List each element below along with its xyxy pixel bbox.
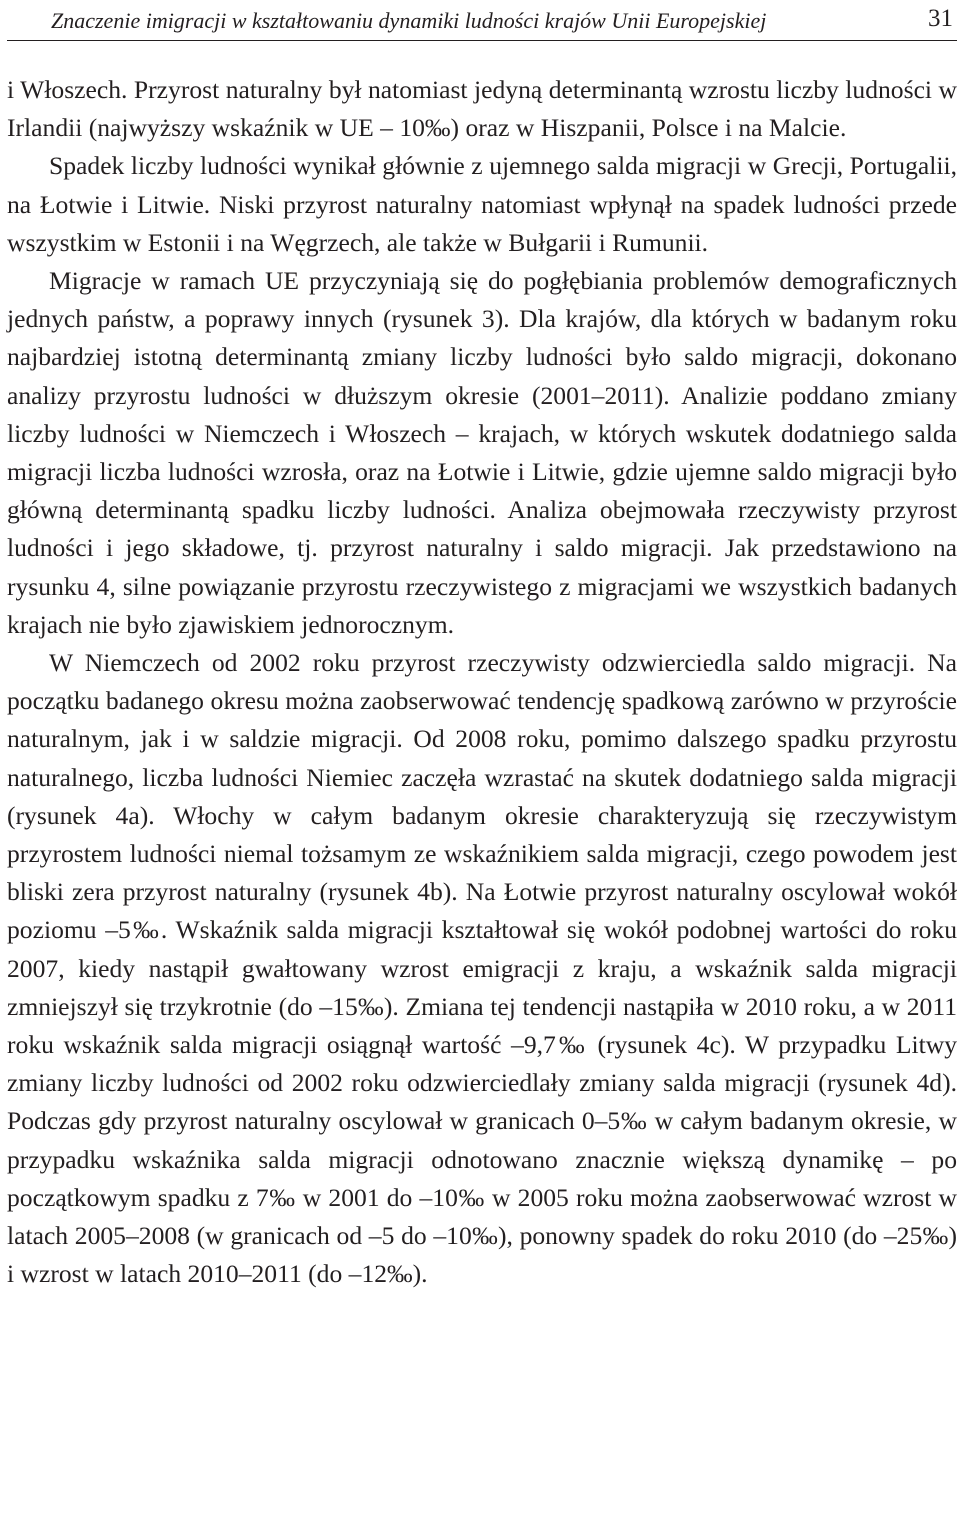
page-number: 31 (928, 5, 953, 32)
running-header (7, 0, 957, 41)
paragraph-migration-decline: Spadek liczby ludności wynikał głównie z ujemnego salda migracji w Grecji, Portugalii, na Łotwie i Litwie. Niski przyrost naturalny natomiast wpłynął na spadek ludności przede wszystkim w Estonii i na Węgrzech, ale także w Bułgarii i Rumunii. (7, 151, 957, 257)
body-text (7, 71, 957, 1294)
paragraph-country-analysis: W Niemczech od 2002 roku przyrost rzeczywisty odzwierciedla saldo migracji. Na początku badanego okresu można zaobserwować tendencję spadkową zarówno w przyroście naturalnym, jak i w saldzie migracji. Od 2008 roku, pomimo dalszego spadku przyrostu naturalnego, liczba ludności Niemiec zaczęła wzrastać na skutek dodatniego salda migracji (rysunek 4a). Włochy w całym badanym okresie charakteryzują się rzeczywistym przyrostem ludności niemal tożsamym ze wskaźnikiem salda migracji, czego powodem jest bliski zera przyrost naturalny (rysunek 4b). Na Łotwie przyrost naturalny oscylował wokół poziomu –5‰. Wskaźnik salda migracji kształtował się wokół podobnej wartości do roku 2007, kiedy nastąpił gwałtowany wzrost emigracji z kraju, a wskaźnik salda migracji zmniejszył się trzykrotnie (do –15‰). Zmiana tej tendencji nastąpiła w 2010 roku, a w 2011 roku wskaźnik salda migracji osiągnął wartość –9,7‰ (rysunek 4c). W przypadku Litwy zmiany liczby ludności od 2002 roku odzwierciedlały zmiany salda migracji (rysunek 4d). Podczas gdy przyrost naturalny oscylował w granicach 0–5‰ w całym badanym okresie, w przypadku wskaźnika salda migracji odnotowano znacznie większą dynamikę – po początkowym spadku z 7‰ w 2001 do –10‰ w 2005 roku można zaobserwować wzrost w latach 2005–2008 (w granicach od –5 do –10‰), ponowny spadek do roku 2010 (do –25‰) i wzrost w latach 2010–2011 (do –12‰). (7, 648, 957, 1289)
paragraph-continuation: i Włoszech. Przyrost naturalny był natomiast jedyną determinantą wzrostu liczby ludności w Irlandii (najwyższy wskaźnik w UE – 10‰) oraz w Hiszpanii, Polsce i na Malcie. (7, 75, 957, 143)
document-page (7, 0, 957, 1294)
running-title: Znaczenie imigracji w kształtowaniu dynamiki ludności krajów Unii Europejskiej (51, 8, 767, 33)
paragraph-eu-migration: Migracje w ramach UE przyczyniają się do pogłębiania problemów demograficznych jednych państw, a poprawy innych (rysunek 3). Dla krajów, dla których w badanym roku najbardziej istotną determinantą zmiany liczby ludności było saldo migracji, dokonano analizy przyrostu ludności w dłuższym okresie (2001–2011). Analizie poddano zmiany liczby ludności w Niemczech i Włoszech – krajach, w których wskutek dodatniego salda migracji liczba ludności wzrosła, oraz na Łotwie i Litwie, gdzie ujemne saldo migracji było główną determinantą spadku liczby ludności. Analiza obejmowała rzeczywisty przyrost ludności i jego składowe, tj. przyrost naturalny i saldo migracji. Jak przedstawiono na rysunku 4, silne powiązanie przyrostu rzeczywistego z migracjami we wszystkich badanych krajach nie było zjawiskiem jednorocznym. (7, 266, 957, 639)
